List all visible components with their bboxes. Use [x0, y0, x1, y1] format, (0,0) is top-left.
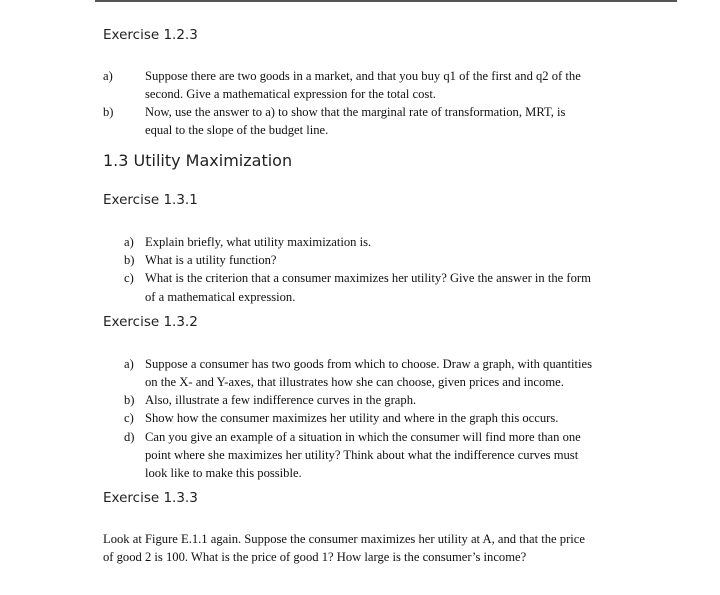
exercise-1-3-1-heading: Exercise 1.3.1	[103, 192, 198, 208]
exercise-1-3-2-heading: Exercise 1.3.2	[103, 314, 198, 330]
paragraph-line: of good 2 is 100. What is the price of good 1? How large is the consumer’s income?	[103, 550, 527, 564]
item-label: c)	[124, 271, 134, 285]
item-text: look like to make this possible.	[145, 466, 302, 480]
item-text: Explain briefly, what utility maximization is.	[145, 235, 372, 249]
item-label: b)	[103, 105, 114, 119]
item-text: second. Give a mathematical expression for the total cost.	[145, 87, 436, 101]
item-text: Can you give an example of a situation in which the consumer will find more than one	[145, 430, 581, 444]
page-top-rule	[95, 0, 677, 2]
item-label: a)	[124, 357, 134, 371]
item-label: a)	[103, 69, 113, 83]
item-text: Now, use the answer to a) to show that the marginal rate of transformation, MRT, is	[145, 105, 566, 119]
item-label: b)	[124, 393, 135, 407]
paragraph-line: Look at Figure E.1.1 again. Suppose the consumer maximizes her utility at A, and that the price	[103, 532, 585, 546]
item-label: a)	[124, 235, 134, 249]
item-label: c)	[124, 411, 134, 425]
item-text: Show how the consumer maximizes her utility and where in the graph this occurs.	[145, 411, 559, 425]
item-text: on the X- and Y-axes, that illustrates how she can choose, given prices and income.	[145, 375, 564, 389]
item-label: b)	[124, 253, 135, 267]
item-text: What is a utility function?	[145, 253, 277, 267]
section-heading: 1.3 Utility Maximization	[103, 151, 293, 170]
exercise-1-3-3-heading: Exercise 1.3.3	[103, 490, 198, 506]
item-text: What is the criterion that a consumer maximizes her utility? Give the answer in the form	[145, 271, 591, 285]
item-label: d)	[124, 430, 135, 444]
item-text: Also, illustrate a few indifference curves in the graph.	[145, 393, 417, 407]
item-text: Suppose a consumer has two goods from which to choose. Draw a graph, with quantities	[145, 357, 592, 371]
item-text: of a mathematical expression.	[145, 290, 296, 304]
exercise-1-2-3-heading: Exercise 1.2.3	[103, 27, 198, 43]
item-text: equal to the slope of the budget line.	[145, 123, 329, 137]
item-text: Suppose there are two goods in a market, and that you buy q1 of the first and q2 of the	[145, 69, 581, 83]
item-text: point where she maximizes her utility? Think about what the indifference curves must	[145, 448, 579, 462]
